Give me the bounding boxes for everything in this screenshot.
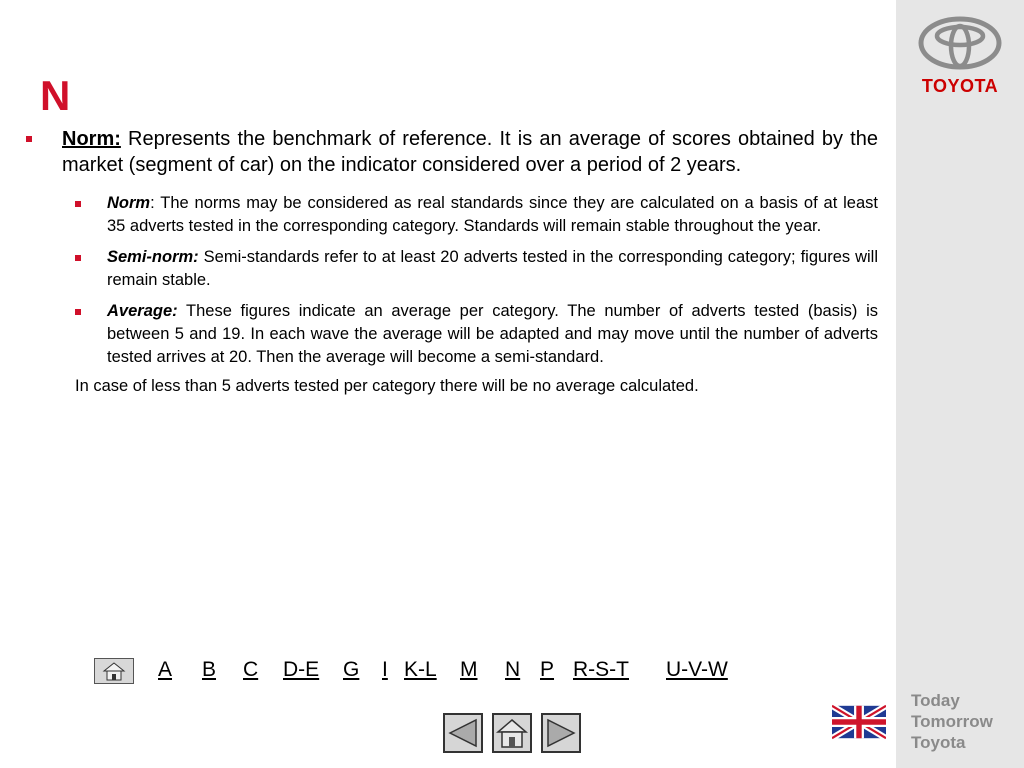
- left-arrow-icon: [445, 715, 481, 751]
- tagline-line-1: Today: [911, 691, 960, 710]
- next-button[interactable]: [541, 713, 581, 753]
- sub-text: These figures indicate an average per category. The number of adverts tested (basis) is between 5 and 19. In each wave the average will be adapted and may move until the number of adverts tested arrives at 20. Then the average will become a semi-standard.: [107, 302, 878, 366]
- sub-definition-norm: [107, 192, 878, 238]
- nav-link-k-l[interactable]: K-L: [404, 658, 437, 681]
- glossary-content: [26, 126, 878, 398]
- main-term: Norm:: [62, 128, 121, 150]
- nav-link-u-v-w[interactable]: U-V-W: [666, 658, 728, 681]
- main-definition: [26, 126, 878, 178]
- index-home-button[interactable]: [94, 658, 134, 684]
- sub-definitions: [107, 192, 878, 369]
- sub-term: Semi-norm:: [107, 248, 199, 266]
- sub-term: Average:: [107, 302, 178, 320]
- brand-sidebar: [896, 0, 1024, 768]
- bullet-icon: [75, 309, 81, 315]
- uk-flag-icon[interactable]: [832, 704, 886, 740]
- tagline-line-2: Tomorrow: [911, 712, 993, 731]
- nav-link-g[interactable]: G: [343, 658, 360, 681]
- brand-tagline: [911, 690, 993, 753]
- note-text: In case of less than 5 adverts tested per category there will be no average calculated.: [75, 377, 699, 395]
- bullet-icon: [75, 201, 81, 207]
- nav-link-p[interactable]: P: [540, 658, 555, 681]
- sub-text: Semi-standards refer to at least 20 adverts tested in the corresponding category; figures will remain stable.: [107, 248, 878, 289]
- nav-link-m[interactable]: M: [460, 658, 478, 681]
- home-icon: [494, 715, 530, 751]
- bullet-icon: [75, 255, 81, 261]
- bullet-icon: [26, 136, 32, 142]
- home-button[interactable]: [492, 713, 532, 753]
- nav-link-c[interactable]: C: [243, 658, 259, 681]
- home-icon: [95, 659, 133, 683]
- sub-text: : The norms may be considered as real standards since they are calculated on a basis of at least 35 adverts tested in the corresponding category. Standards will remain stable throughout the year.: [107, 194, 878, 235]
- main-text: Represents the benchmark of reference. It is an average of scores obtained by the market (segment of car) on the indicator considered over a period of 2 years.: [62, 128, 878, 176]
- nav-link-b[interactable]: B: [202, 658, 217, 681]
- nav-link-n[interactable]: N: [505, 658, 521, 681]
- page-title: N: [40, 72, 71, 119]
- nav-link-a[interactable]: A: [158, 658, 173, 681]
- brand-wordmark: TOYOTA: [921, 76, 999, 96]
- sub-definition-semi-norm: [107, 246, 878, 292]
- nav-link-d-e[interactable]: D-E: [283, 658, 320, 681]
- tagline-line-3: Toyota: [911, 733, 966, 752]
- nav-link-r-s-t[interactable]: R-S-T: [573, 658, 629, 681]
- sub-definition-average: [107, 300, 878, 369]
- toyota-emblem-icon: [918, 16, 1002, 70]
- right-arrow-icon: [543, 715, 579, 751]
- sub-term: Norm: [107, 194, 151, 212]
- nav-link-i[interactable]: I: [382, 658, 388, 681]
- previous-button[interactable]: [443, 713, 483, 753]
